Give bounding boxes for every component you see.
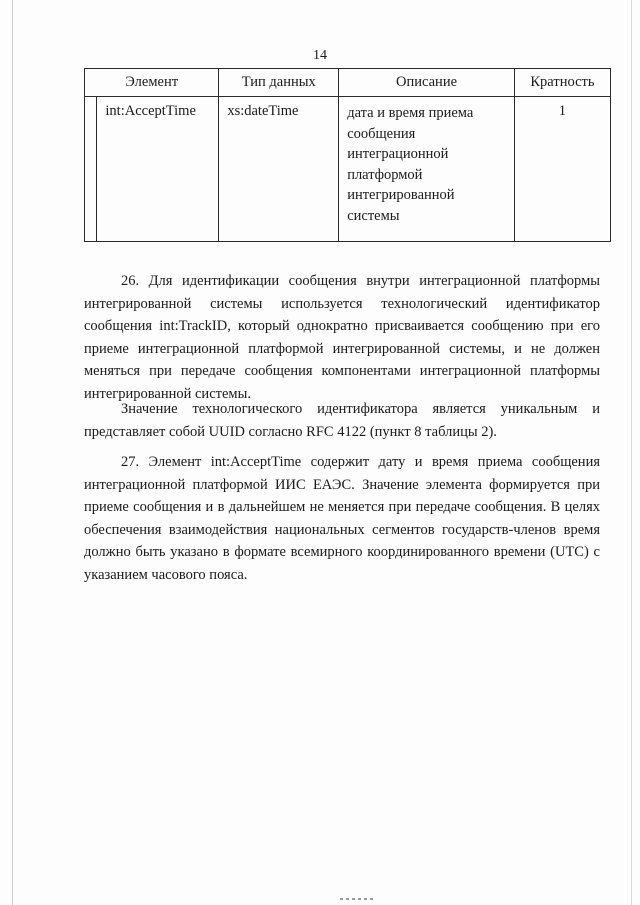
scan-artifact [340, 898, 376, 900]
paragraph-26: 26. Для идентификации сообщения внутри интеграционной платформы интегрированной системы используется технологический идентификатор сообщения int:TrackID, который однократно присваивается сообщению при его приеме интеграционной платформой интегрированной системы, и не должен меняться при передаче сообщения компонентами интеграционной платформы интегрированной системы. [84, 273, 600, 402]
spec-table [84, 68, 611, 242]
table-header-row [85, 69, 611, 97]
description-line: дата и время приема [347, 105, 474, 121]
header-description: Описание [339, 69, 515, 97]
cell-multiplicity: 1 [514, 97, 610, 242]
description-line: интеграционной [347, 146, 449, 162]
table-row [85, 97, 611, 242]
paragraph-26-uuid: Значение технологического идентификатора является уникальным и представляет собой UUID согласно RFC 4122 (пункт 8 таблицы 2). [84, 401, 600, 440]
description-line: системы [347, 207, 400, 224]
description-line: платформой [347, 166, 423, 183]
header-data-type: Тип данных [219, 69, 339, 97]
paragraph-27: 27. Элемент int:AcceptTime содержит дату и время приема сообщения интеграционной платформой ИИС ЕАЭС. Значение элемента формируется при приеме сообщения и в дальнейшем не меняется при передаче сообщения. В целях обеспечения взаимодействия национальных сегментов государств-членов время должно быть указано в формате всемирного координированного времени (UTC) с указанием часового пояса. [84, 454, 600, 583]
scan-border-left [12, 0, 13, 905]
cell-data-type: xs:dateTime [219, 97, 339, 242]
header-element: Элемент [85, 69, 219, 97]
header-multiplicity: Кратность [514, 69, 610, 97]
page-number: 14 [313, 48, 327, 63]
description-line: интегрированной [347, 187, 455, 203]
scan-border-right [631, 0, 632, 905]
description-line: сообщения [347, 125, 416, 142]
row-spacer-cell [85, 97, 97, 242]
cell-description [339, 97, 515, 242]
cell-element: int:AcceptTime [97, 97, 219, 242]
